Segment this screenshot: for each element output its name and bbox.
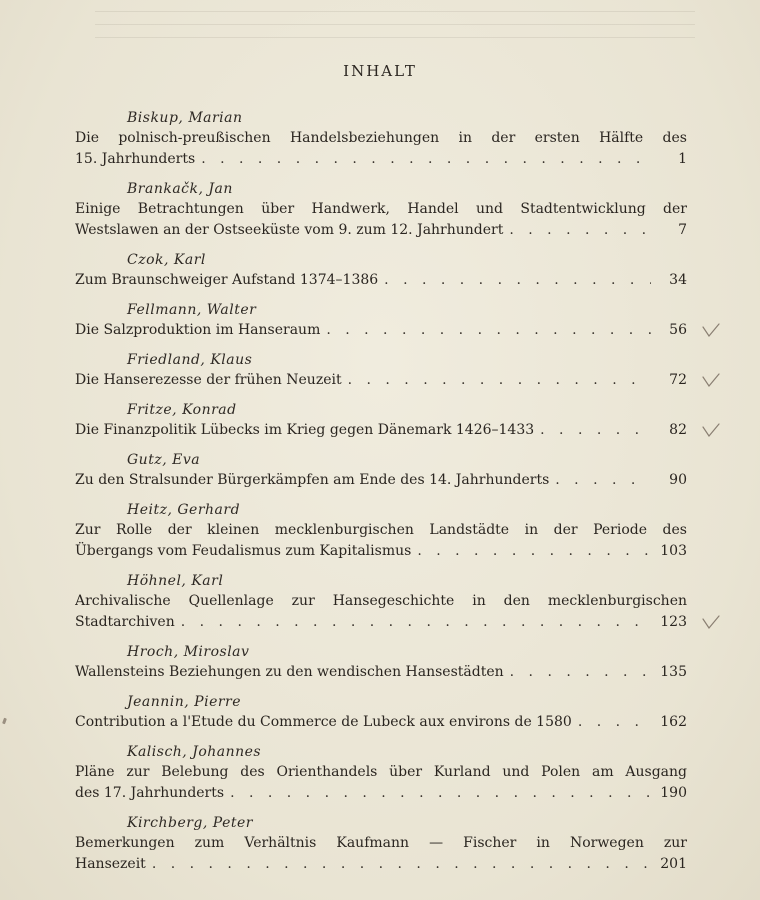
dot-leader <box>510 662 651 683</box>
toc-author: Biskup, Marian <box>127 110 243 126</box>
toc-author: Gutz, Eva <box>127 452 201 468</box>
toc-title-final-line <box>75 320 687 341</box>
toc-title-text: Die Hanserezesse der frühen Neuzeit <box>75 372 342 388</box>
checkmark-icon <box>700 372 722 388</box>
toc-author: Kalisch, Johannes <box>127 744 262 760</box>
toc-title-final-line <box>75 149 687 170</box>
toc-title-final-line <box>75 420 687 441</box>
toc-title-text: 15. Jahrhunderts <box>75 151 196 167</box>
toc-author: Brankačk, Jan <box>127 181 233 197</box>
page-number: 135 <box>660 664 687 680</box>
checkmark-icon <box>700 614 722 630</box>
page-title: INHALT <box>343 62 417 80</box>
toc-title-text: des 17. Jahrhunderts <box>75 785 225 801</box>
toc-title-text: Die Finanzpolitik Lübecks im Krieg gegen Dänemark 1426–1433 <box>75 422 535 438</box>
toc-title-text: Zu den Stralsunder Bürgerkämpfen am Ende des 14. Jahrhunderts <box>75 472 550 488</box>
toc-entry <box>75 108 687 170</box>
toc-entry <box>75 742 687 804</box>
toc-title-text: Westslawen an der Ostseeküste vom 9. zum 12. Jahrhundert <box>75 222 504 238</box>
toc-title-line: Einige Betrachtungen über Handwerk, Handel und Stadtentwicklung der <box>75 201 687 217</box>
toc-author: Kirchberg, Peter <box>127 815 253 831</box>
toc-title-line: Zur Rolle der kleinen mecklenburgischen Landstädte in der Periode des <box>75 522 687 538</box>
toc-entry <box>75 500 687 562</box>
dot-leader <box>555 470 651 491</box>
dot-leader <box>201 149 651 170</box>
toc-title-final-line <box>75 783 687 804</box>
page-number: 162 <box>660 714 687 730</box>
toc-entry <box>75 692 687 733</box>
toc-entry <box>75 300 687 341</box>
toc-author: Fritze, Konrad <box>127 402 237 418</box>
toc-entry <box>75 250 687 291</box>
page-number: 72 <box>669 372 687 388</box>
toc-title-final-line <box>75 712 687 733</box>
dot-leader <box>181 612 651 633</box>
dot-leader <box>384 270 651 291</box>
page-number: 103 <box>660 543 687 559</box>
toc-title-final-line <box>75 270 687 291</box>
bleed-through-text <box>95 10 695 50</box>
dot-leader <box>509 220 651 241</box>
toc-title-final-line <box>75 854 687 875</box>
toc-title-final-line <box>75 220 687 241</box>
toc-author: Hroch, Miroslav <box>127 644 250 660</box>
toc-entry <box>75 450 687 491</box>
toc-title-final-line <box>75 612 687 633</box>
toc-entry <box>75 642 687 683</box>
dot-leader <box>230 783 651 804</box>
page-number: 90 <box>669 472 687 488</box>
toc-title-line: Die polnisch-preußischen Handelsbeziehungen in der ersten Hälfte des <box>75 130 687 146</box>
dot-leader <box>326 320 651 341</box>
checkmark-icon <box>700 322 722 338</box>
toc-title-text: Wallensteins Beziehungen zu den wendischen Hansestädten <box>75 664 504 680</box>
dot-leader <box>348 370 651 391</box>
toc-title-final-line <box>75 470 687 491</box>
toc-title-final-line <box>75 662 687 683</box>
toc-author: Höhnel, Karl <box>127 573 224 589</box>
toc-entry <box>75 571 687 633</box>
toc-title-final-line <box>75 541 687 562</box>
dot-leader <box>417 541 651 562</box>
toc-title-text: Zum Braunschweiger Aufstand 1374–1386 <box>75 272 379 288</box>
margin-mark <box>2 718 7 725</box>
page-number: 1 <box>678 151 687 167</box>
page-number: 190 <box>660 785 687 801</box>
toc-title-text: Hansezeit <box>75 856 146 872</box>
toc-author: Heitz, Gerhard <box>127 502 241 518</box>
dot-leader <box>540 420 651 441</box>
toc-title-line: Pläne zur Belebung des Orienthandels über Kurland und Polen am Ausgang <box>75 764 687 780</box>
toc-entry <box>75 179 687 241</box>
dot-leader <box>578 712 651 733</box>
toc-title-text: Die Salzproduktion im Hanseraum <box>75 322 321 338</box>
page-number: 7 <box>678 222 687 238</box>
toc-title-text: Contribution a l'Etude du Commerce de Lubeck aux environs de 1580 <box>75 714 572 730</box>
toc-author: Jeannin, Pierre <box>127 694 242 710</box>
toc-title-text: Übergangs vom Feudalismus zum Kapitalismus <box>75 543 412 559</box>
toc-title-line: Archivalische Quellenlage zur Hansegeschichte in den mecklenburgischen <box>75 593 687 609</box>
checkmark-icon <box>700 422 722 438</box>
toc-title-line: Bemerkungen zum Verhältnis Kaufmann — Fischer in Norwegen zur <box>75 835 687 851</box>
toc-title-text: Stadtarchiven <box>75 614 175 630</box>
table-of-contents <box>75 108 687 884</box>
page-number: 201 <box>660 856 687 872</box>
toc-author: Czok, Karl <box>127 252 206 268</box>
toc-entry <box>75 350 687 391</box>
page-number: 82 <box>669 422 687 438</box>
page-number: 34 <box>669 272 687 288</box>
toc-title-final-line <box>75 370 687 391</box>
toc-entry <box>75 813 687 875</box>
dot-leader <box>152 854 651 875</box>
page-number: 56 <box>669 322 687 338</box>
page-number: 123 <box>660 614 687 630</box>
toc-entry <box>75 400 687 441</box>
toc-author: Friedland, Klaus <box>127 352 253 368</box>
toc-author: Fellmann, Walter <box>127 302 257 318</box>
